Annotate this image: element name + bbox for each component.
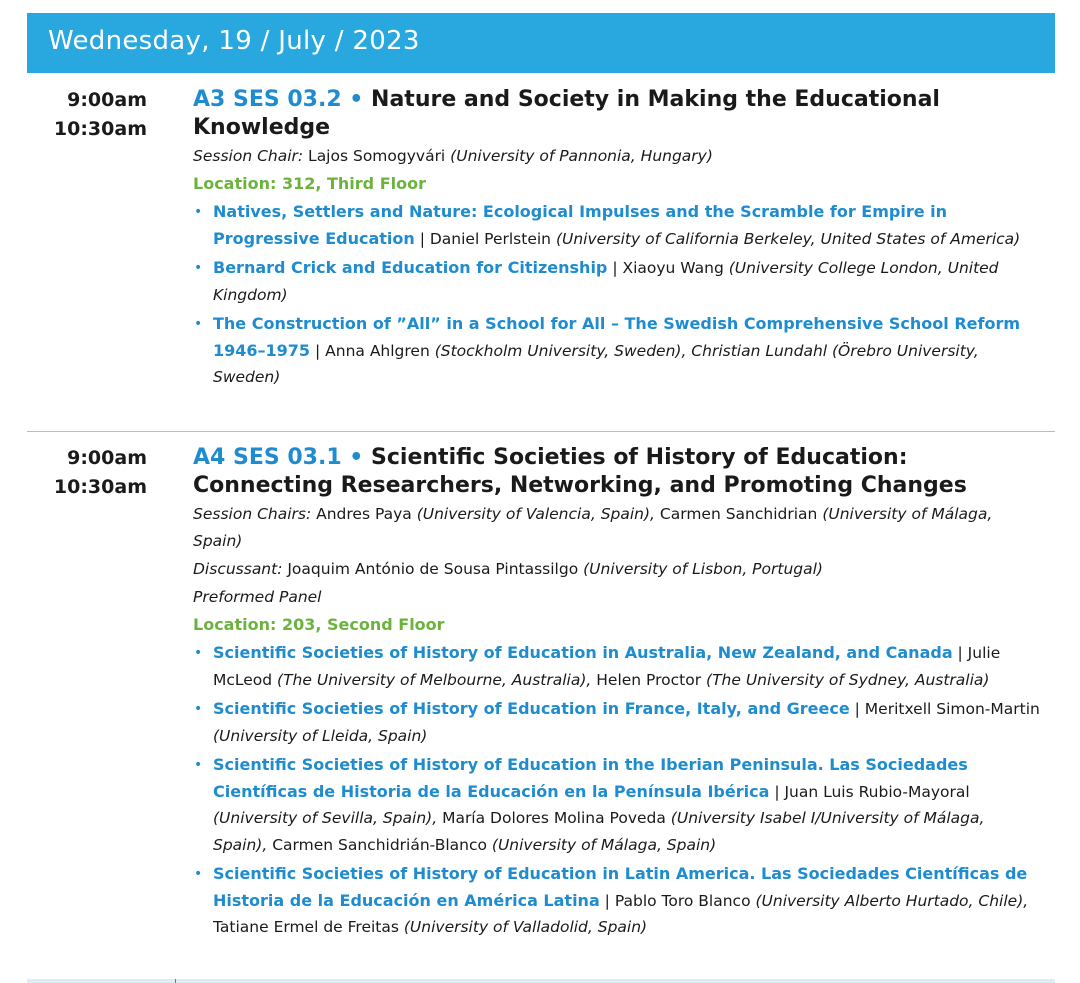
affiliation-text: (University of Sevilla, Spain), [213, 809, 438, 827]
session-meta-line [193, 556, 1043, 583]
affiliation-text: (University College London, United Kingdom) [213, 259, 999, 304]
day-header [27, 13, 1055, 73]
paper-title: Scientific Societies of History of Education in Latin America. Las Sociedades Científicas de Historia de la Educación en América Latina [213, 864, 1028, 910]
author-text: Tatiane Ermel de Freitas [213, 918, 404, 936]
author-text: Lajos Somogyvári [303, 147, 451, 165]
author-text: María Dolores Molina Poveda [437, 809, 671, 827]
author-text: Joaquim António de Sousa Pintassilgo [282, 560, 584, 578]
affiliation-text: (University of California Berkeley, United States of America) [555, 229, 1021, 248]
session-title-text: Scientific Societies of History of Education: Connecting Researchers, Networking, and Promoting Changes [193, 445, 967, 498]
affiliation-text: (University of Lisbon, Portugal) [583, 560, 823, 578]
bottom-band [27, 979, 1055, 983]
paper-title: Bernard Crick and Education for Citizenship [213, 258, 608, 277]
start-time: 9:00am [67, 447, 147, 469]
author-text: | Meritxell Simon-Martin [849, 700, 1040, 718]
affiliation-text: (University Alberto Hurtado, Chile), [755, 891, 1029, 910]
end-time: 10:30am [53, 476, 147, 498]
session-divider [27, 431, 1055, 432]
bullet-icon: • [194, 701, 203, 717]
paper-title: Scientific Societies of History of Education in Australia, New Zealand, and Canada [213, 643, 953, 662]
meta-label: Session Chair: [193, 147, 304, 165]
session-time [27, 86, 147, 144]
author-text: Andres Paya [311, 505, 417, 523]
affiliation-text: (The University of Sydney, Australia) [706, 670, 990, 689]
bullet-icon: • [194, 204, 203, 220]
paper-item [193, 199, 1043, 252]
paper-item [193, 311, 1043, 391]
bullet-icon: • [194, 757, 203, 773]
author-text: | Pablo Toro Blanco [599, 891, 756, 910]
affiliation-text: (University of Valladolid, Spain) [403, 918, 648, 936]
end-time: 10:30am [53, 118, 147, 140]
start-time: 9:00am [67, 89, 147, 111]
paper-item [193, 640, 1043, 693]
author-text: | Julie McLeod [213, 644, 1001, 689]
day-title: Wednesday, 19 / July / 2023 [48, 26, 420, 56]
session-code: A4 SES 03.1 • [193, 445, 364, 470]
paper-title: Scientific Societies of History of Education in the Iberian Peninsula. Las Sociedades Científicas de Historia de la Educación en la Península Ibérica [213, 755, 968, 801]
meta-label: Discussant: [193, 560, 283, 578]
paper-list [193, 199, 1043, 391]
affiliation-text: (University of Málaga, Spain) [491, 835, 717, 854]
affiliation-text: (University of Lleida, Spain) [213, 726, 428, 745]
affiliation-text: (University of Málaga, Spain) [193, 505, 993, 550]
paper-item [193, 696, 1043, 749]
author-text: | Daniel Perlstein [414, 229, 556, 248]
affiliation-text: (Stockholm University, Sweden), Christian Lundahl (Örebro University, Sweden) [213, 341, 979, 386]
session-location: Location: 312, Third Floor [193, 174, 426, 193]
bullet-icon: • [194, 260, 203, 276]
affiliation-text: (University Isabel I/University of Málaga, Spain), [213, 809, 985, 854]
author-text: | Xiaoyu Wang [607, 259, 729, 277]
paper-item [193, 861, 1043, 941]
bottom-divider-tick [175, 979, 176, 983]
author-text: | Juan Luis Rubio-Mayoral [769, 782, 970, 801]
session-content [193, 444, 1043, 944]
paper-item [193, 255, 1043, 308]
bullet-icon: • [194, 316, 203, 332]
paper-title: The Construction of ”All” in a School for All – The Swedish Comprehensive School Reform 1946–1975 [213, 314, 1021, 360]
session-title [193, 444, 1043, 500]
author-text: Carmen Sanchidrián-Blanco [267, 835, 492, 854]
session-location: Location: 203, Second Floor [193, 615, 445, 634]
meta-label: Session Chairs: [193, 505, 312, 523]
paper-item [193, 752, 1043, 858]
session-title-text: Nature and Society in Making the Educational Knowledge [193, 87, 940, 140]
paper-list [193, 640, 1043, 941]
session-code: A3 SES 03.2 • [193, 87, 364, 112]
author-text: Helen Proctor [591, 670, 707, 689]
paper-title: Scientific Societies of History of Education in France, Italy, and Greece [213, 699, 850, 718]
session-time [27, 444, 147, 502]
session-meta-line [193, 501, 1043, 555]
affiliation-text: (University of Valencia, Spain), [416, 505, 655, 523]
session-content [193, 86, 1043, 394]
session-meta-line [193, 584, 1043, 611]
session-title [193, 86, 1043, 142]
bullet-icon: • [194, 866, 203, 882]
author-text: | Anna Ahlgren [310, 341, 435, 360]
bullet-icon: • [194, 645, 203, 661]
affiliation-text: (University of Pannonia, Hungary) [450, 147, 713, 165]
session-meta-line [193, 143, 1043, 170]
author-text: Carmen Sanchidrian [654, 505, 823, 523]
affiliation-text: (The University of Melbourne, Australia), [277, 670, 592, 689]
paper-title: Natives, Settlers and Nature: Ecological Impulses and the Scramble for Empire in Progressive Education [213, 202, 948, 248]
meta-label: Preformed Panel [193, 588, 322, 606]
